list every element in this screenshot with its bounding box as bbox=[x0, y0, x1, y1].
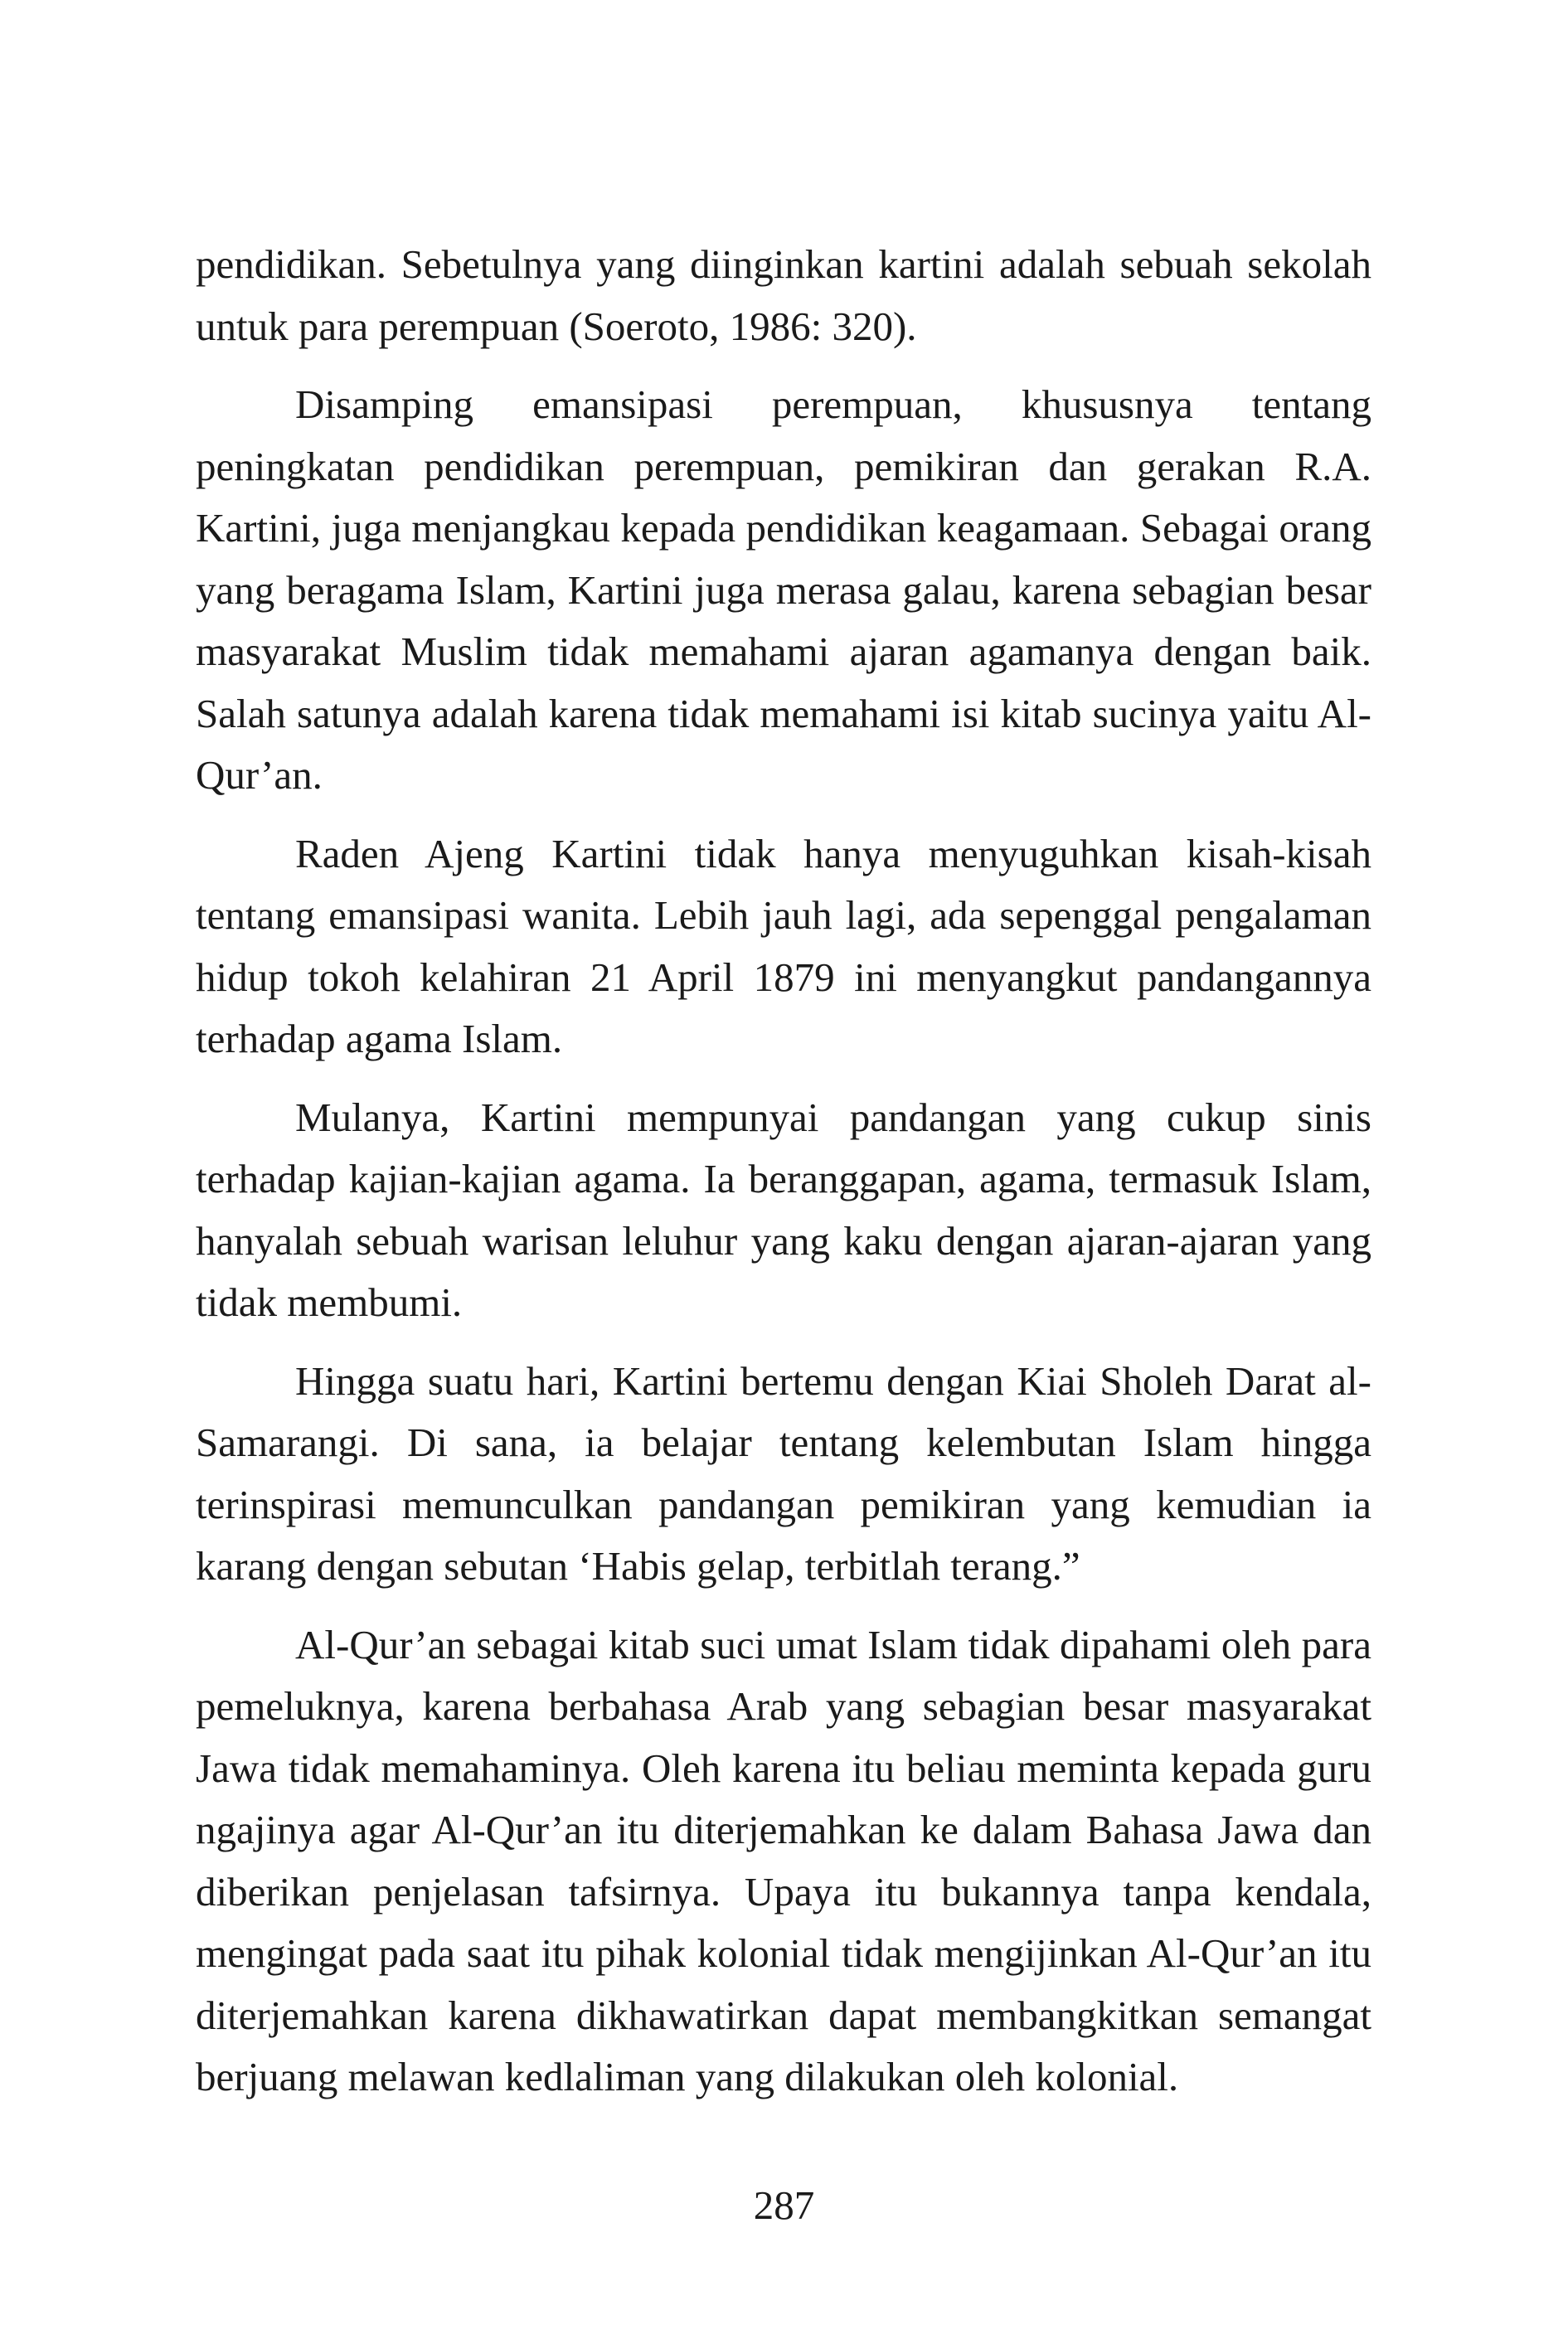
paragraph-mulanya: Mulanya, Kartini mempunyai pandangan yang cukup sinis terhadap kajian-kajian agama. Ia beranggapan, agama, termasuk Islam, hanyalah sebuah warisan leluhur yang kaku dengan ajaran-ajaran yang tidak membumi. bbox=[196, 1094, 1371, 1325]
paragraph-al-quran: Al-Qur’an sebagai kitab suci umat Islam tidak dipahami oleh para pemeluknya, karena berbahasa Arab yang sebagian besar masyarakat Jawa tidak memahaminya. Oleh karena itu beliau meminta kepada guru ngajinya agar Al-Qur’an itu diterjemahkan ke dalam Bahasa Jawa dan diberikan penjelasan tafsirnya. Upaya itu bukannya tanpa kendala, mengingat pada saat itu pihak kolonial tidak mengijinkan Al-Qur’an itu diterjemahkan karena dikhawatirkan dapat membangkitkan semangat berjuang melawan kedlaliman yang dilakukan oleh kolonial. bbox=[196, 1621, 1371, 2099]
paragraph-raden-ajeng: Raden Ajeng Kartini tidak hanya menyuguhkan kisah-kisah tentang emansipasi wanita. Lebih jauh lagi, ada sepenggal pengalaman hidup tokoh kelahiran 21 April 1879 ini menyangkut pandangannya terhadap agama Islam. bbox=[196, 830, 1371, 1061]
page-number: 287 bbox=[753, 2182, 815, 2228]
paragraph-emansipasi: Disamping emansipasi perempuan, khususnya tentang peningkatan pendidikan perempuan, pemikiran dan gerakan R.A. Kartini, juga menjangkau kepada pendidikan keagamaan. Sebagai orang yang beragama Islam, Kartini juga merasa galau, karena sebagian besar masyarakat Muslim tidak memahami ajaran agamanya dengan baik. Salah satunya adalah karena tidak memahami isi kitab sucinya yaitu Al-Qur’an. bbox=[196, 381, 1371, 798]
paragraph-hingga: Hingga suatu hari, Kartini bertemu dengan Kiai Sholeh Darat al-Samarangi. Di sana, ia belajar tentang kelembutan Islam hingga terinspirasi memunculkan pandangan pemikiran yang kemudian ia karang dengan sebutan ‘Habis gelap, terbitlah terang.” bbox=[196, 1357, 1371, 1589]
body-text bbox=[196, 234, 1371, 2125]
paragraph-continuation: pendidikan. Sebetulnya yang diinginkan kartini adalah sebuah sekolah untuk para perempuan (Soeroto, 1986: 320). bbox=[196, 241, 1371, 349]
